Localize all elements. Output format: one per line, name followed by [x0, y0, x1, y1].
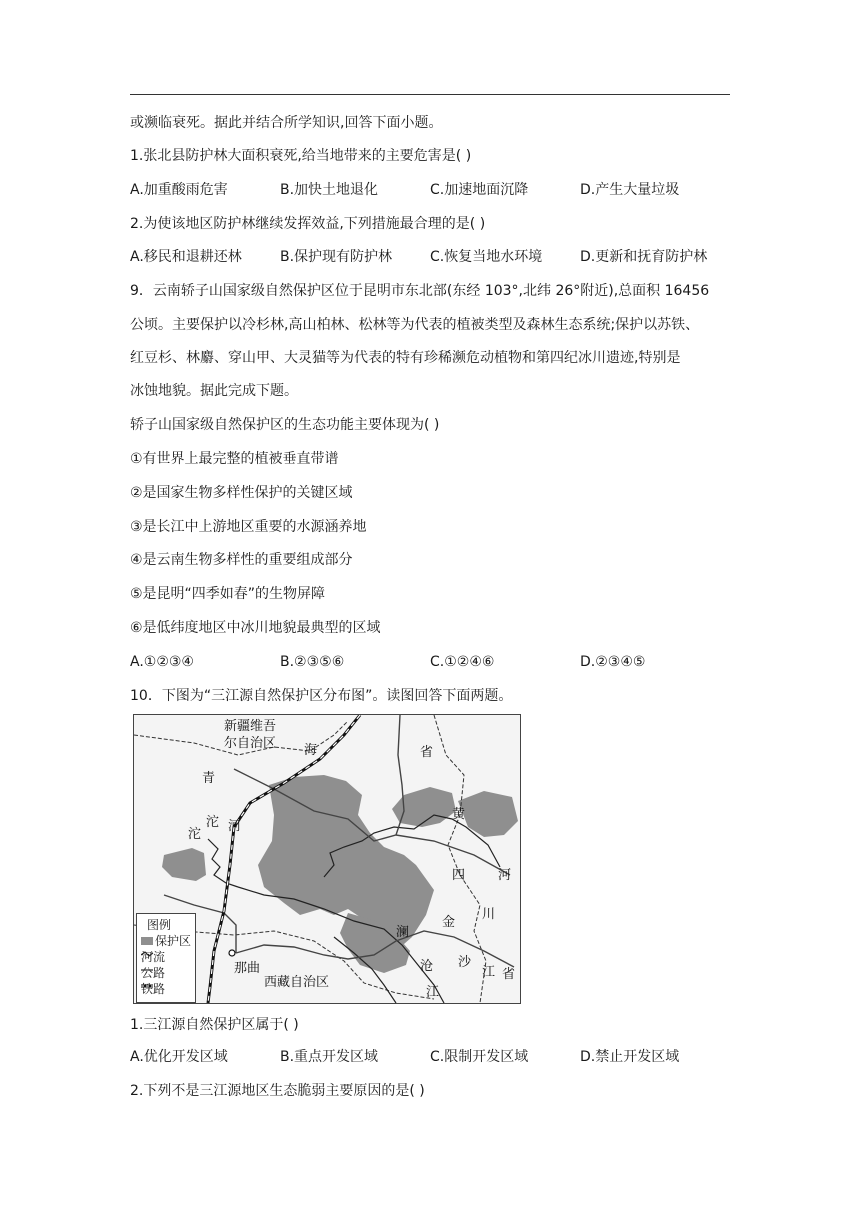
q9-item-2: ②是国家生物多样性保护的关键区域 — [130, 485, 353, 501]
label-qing: 青 — [202, 771, 216, 786]
q8-1-option-c: C.加速地面沉降 — [430, 182, 529, 198]
label-jin: 金 — [442, 915, 456, 930]
q8-1-stem: 1.张北县防护林大面积衰死,给当地带来的主要危害是( ) — [130, 148, 472, 164]
q8-1-option-b: B.加快土地退化 — [280, 182, 379, 198]
reserve-area-northeast — [392, 787, 456, 827]
label-xizang: 西藏自治区 — [264, 975, 330, 990]
header-rule — [130, 94, 730, 95]
q10-1-option-a: A.优化开发区域 — [130, 1049, 228, 1065]
label-jiang-1: 江 — [482, 965, 496, 980]
q10-1-option-c: C.限制开发区域 — [430, 1049, 529, 1065]
q9-passage-line-2: 公顷。主要保护以冷杉林,高山柏林、松林等为代表的植被类型及森林生态系统;保护以苏铁、 — [130, 317, 700, 333]
legend-item-railway — [141, 982, 165, 996]
q9-passage-line-1: 9．云南轿子山国家级自然保护区位于昆明市东北部(东经 103°,北纬 26°附近),总面积 16456 — [130, 283, 710, 299]
legend-label-river: 河流 — [141, 950, 166, 964]
legend-item-reserve — [141, 934, 191, 948]
q9-passage-line-3: 红豆杉、林麝、穿山甲、大灵猫等为代表的特有珍稀濒危动植物和第四纪冰川遗迹,特别是 — [130, 350, 681, 366]
legend-title: 图例 — [147, 918, 172, 932]
railway-line-icon — [141, 982, 153, 990]
reserve-area-east — [458, 791, 518, 837]
label-tuo-1: 沱 — [206, 815, 220, 830]
nagqu-marker — [229, 950, 235, 956]
q9-option-a: A.①②③④ — [130, 654, 194, 670]
reserve-swatch-icon — [141, 937, 153, 945]
q9-item-3: ③是长江中上游地区重要的水源涵养地 — [130, 519, 367, 535]
q9-item-4: ④是云南生物多样性的重要组成部分 — [130, 552, 353, 568]
q9-passage-line-4: 冰蚀地貌。据此完成下题。 — [130, 383, 298, 399]
q9-item-5: ⑤是昆明“四季如春”的生物屏障 — [130, 586, 326, 602]
legend-label-reserve: 保护区 — [155, 934, 192, 948]
q10-1-option-d: D.禁止开发区域 — [580, 1049, 680, 1065]
q8-1-option-a: A.加重酸雨危害 — [130, 182, 228, 198]
label-cang: 沧 — [420, 959, 434, 974]
q8-2-option-d: D.更新和抚育防护林 — [580, 249, 708, 265]
intro-tail: 或濒临衰死。据此并结合所学知识,回答下面小题。 — [130, 115, 443, 131]
label-jiang-2: 江 — [426, 985, 440, 1000]
sanjiangyuan-reserve-map — [133, 714, 521, 1004]
q8-1-option-d: D.产生大量垃圾 — [580, 182, 680, 198]
label-chuan: 川 — [482, 907, 496, 922]
label-sha: 沙 — [458, 955, 472, 970]
label-lan: 澜 — [396, 925, 410, 940]
label-si: 四 — [452, 868, 466, 883]
tuotuo-river — [208, 839, 238, 887]
q9-stem: 轿子山国家级自然保护区的生态功能主要体现为( ) — [130, 417, 440, 433]
q9-option-b: B.②③⑤⑥ — [280, 654, 345, 670]
q10-1-option-b: B.重点开发区域 — [280, 1049, 379, 1065]
label-nagqu: 那曲 — [234, 961, 261, 976]
q9-item-6: ⑥是低纬度地区中冰川地貌最典型的区域 — [130, 620, 381, 636]
q8-2-option-b: B.保护现有防护林 — [280, 249, 393, 265]
label-xinjiang-2: 尔自治区 — [224, 736, 277, 751]
q9-option-c: C.①②④⑥ — [430, 654, 495, 670]
map-legend — [136, 913, 196, 1003]
legend-label-highway: 公路 — [141, 966, 166, 980]
q10-2-stem: 2.下列不是三江源地区生态脆弱主要原因的是( ) — [130, 1083, 425, 1099]
legend-label-railway: 铁路 — [141, 982, 166, 996]
legend-item-highway — [141, 966, 165, 980]
legend-item-river — [141, 950, 165, 964]
highway-line-icon — [141, 966, 153, 974]
label-tuo-2: 沱 — [188, 827, 202, 842]
label-huang: 黄 — [452, 807, 466, 822]
label-he-1: 河 — [228, 819, 242, 834]
q8-2-option-a: A.移民和退耕还林 — [130, 249, 242, 265]
river-line-icon — [141, 950, 153, 958]
label-xinjiang-1: 新疆维吾 — [224, 719, 277, 734]
q8-2-stem: 2.为使该地区防护林继续发挥效益,下列措施最合理的是( ) — [130, 216, 486, 232]
label-sheng-1: 省 — [420, 745, 434, 760]
label-sheng-2: 省 — [502, 967, 516, 982]
q9-item-1: ①有世界上最完整的植被垂直带谱 — [130, 451, 339, 467]
label-hai: 海 — [304, 743, 318, 758]
q10-1-stem: 1.三江源自然保护区属于( ) — [130, 1017, 299, 1033]
q9-option-d: D.②③④⑤ — [580, 654, 646, 670]
q10-intro: 10．下图为“三江源自然保护区分布图”。读图回答下面两题。 — [130, 688, 513, 704]
label-he-2: 河 — [498, 868, 512, 883]
q8-2-option-c: C.恢复当地水环境 — [430, 249, 543, 265]
reserve-area-west — [162, 848, 206, 881]
